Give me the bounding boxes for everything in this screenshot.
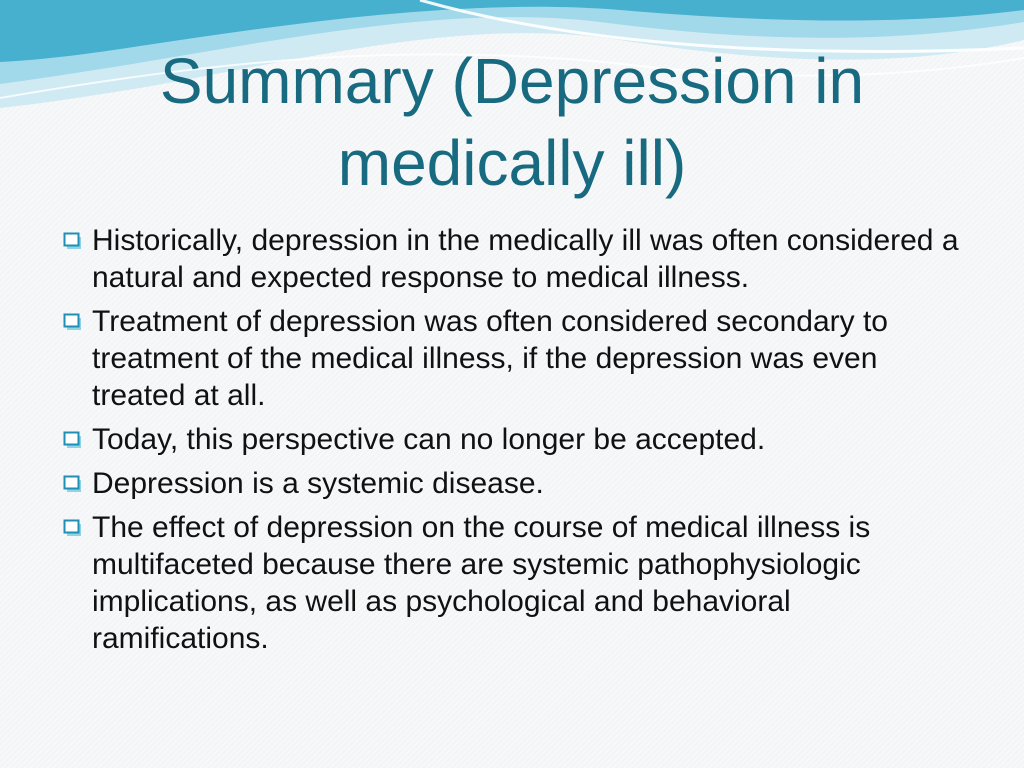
bullet-item — [62, 465, 962, 502]
bullet-text: Depression is a systemic disease. — [92, 467, 544, 500]
checkbox-square-icon — [63, 519, 83, 537]
bullet-text: Treatment of depression was often considered secondary to treatment of the medical illness, if the depression was even treated at all. — [92, 305, 888, 412]
checkbox-square-icon — [63, 232, 83, 250]
bullet-text: Historically, depression in the medically ill was often considered a natural and expected response to medical illness. — [92, 224, 959, 294]
slide-title: Summary (Depression in medically ill) — [159, 45, 865, 199]
bullet-item — [62, 303, 962, 414]
checkbox-square-icon — [63, 431, 83, 449]
bullet-item — [62, 421, 962, 458]
bullet-list — [62, 222, 962, 664]
bullet-item — [62, 222, 962, 296]
checkbox-square-icon — [63, 475, 83, 493]
bullet-text: The effect of depression on the course of medical illness is multifaceted because there are systemic pathophysiologic implications, as well as psychological and behavioral ramifications. — [92, 511, 871, 655]
checkbox-square-icon — [63, 313, 83, 331]
bullet-text: Today, this perspective can no longer be accepted. — [92, 423, 766, 456]
bullet-item — [62, 509, 962, 657]
